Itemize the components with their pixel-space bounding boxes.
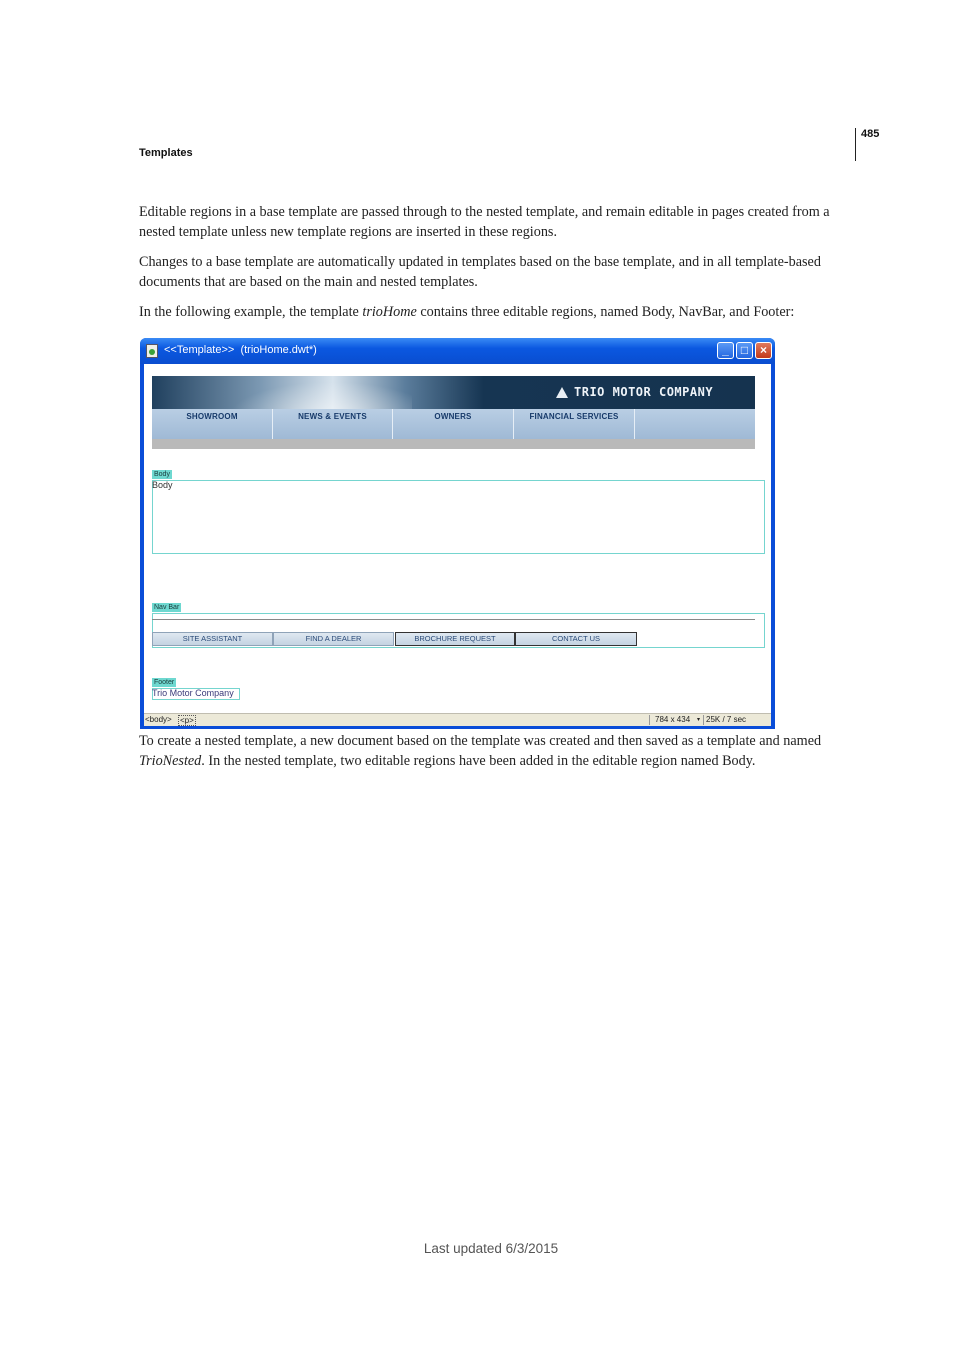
footer-region-tag[interactable]: Footer xyxy=(154,679,175,686)
banner-car-image xyxy=(212,376,412,409)
paragraph-4: To create a nested template, a new document based on the template was created and then saved as a template and named TrioNested. In the nested template, two editable regions have been added in the editable region named Body. xyxy=(139,733,822,769)
footer-region-text: Trio Motor Company xyxy=(152,688,234,698)
section-title: Templates xyxy=(139,147,193,159)
main-nav xyxy=(152,409,755,439)
close-button[interactable]: × xyxy=(755,342,772,359)
maximize-button[interactable]: □ xyxy=(736,342,753,359)
paragraph-3: In the following example, the template trioHome contains three editable regions, named Body, NavBar, and Footer: xyxy=(139,304,795,320)
nav-item-financial-services[interactable]: FINANCIAL SERVICES xyxy=(514,409,635,439)
download-weight-readout: 25K / 7 sec xyxy=(706,715,747,724)
last-updated: Last updated 6/3/2015 xyxy=(423,1241,559,1256)
find-a-dealer-button[interactable]: FIND A DEALER xyxy=(273,632,394,646)
status-separator-2 xyxy=(703,715,704,725)
tag-selector-p[interactable]: <p> xyxy=(180,716,194,725)
brand-logo-icon xyxy=(556,387,568,398)
contact-us-button[interactable]: CONTACT US xyxy=(515,632,637,646)
window-size-readout[interactable]: 784 x 434 xyxy=(655,715,691,724)
body-region-text: Body xyxy=(152,480,173,490)
nav-item-showroom[interactable]: SHOWROOM xyxy=(152,409,273,439)
body-region[interactable] xyxy=(152,480,765,554)
brochure-request-button[interactable]: BROCHURE REQUEST xyxy=(395,632,515,646)
navbar-region-tag[interactable]: Nav Bar xyxy=(154,604,180,611)
page-number: 485 xyxy=(861,128,880,140)
status-separator xyxy=(649,715,650,725)
paragraph-1: Editable regions in a base template are passed through to the nested template, and remain editable in pages created from a nested template unless new template regions are inserted in these regions. xyxy=(139,204,830,240)
paragraph-2: Changes to a base template are automatically updated in templates based on the base template, and in all template-based documents that are based on the main and nested templates. xyxy=(139,254,821,290)
window-size-dropdown-icon[interactable]: ▾ xyxy=(697,717,701,723)
document-icon xyxy=(146,344,158,358)
site-assistant-button[interactable]: SITE ASSISTANT xyxy=(152,632,273,646)
navbar-rule xyxy=(152,619,755,620)
window-title: <<Template>> (trioHome.dwt*) xyxy=(164,344,317,356)
minimize-button[interactable]: _ xyxy=(717,342,734,359)
status-bar xyxy=(144,713,771,726)
page-rule xyxy=(855,128,856,161)
template-window-screenshot xyxy=(140,338,775,729)
document-area xyxy=(144,364,771,726)
window-titlebar xyxy=(140,338,775,364)
nav-item-owners[interactable]: OWNERS xyxy=(393,409,514,439)
brand-name: TRIO MOTOR COMPANY xyxy=(574,385,714,399)
nav-item-news-events[interactable]: NEWS & EVENTS xyxy=(273,409,393,439)
nav-bottom-strip xyxy=(152,439,755,449)
body-region-tag[interactable]: Body xyxy=(154,471,170,478)
site-banner xyxy=(152,376,755,409)
tag-selector-body[interactable]: <body> xyxy=(145,715,172,724)
